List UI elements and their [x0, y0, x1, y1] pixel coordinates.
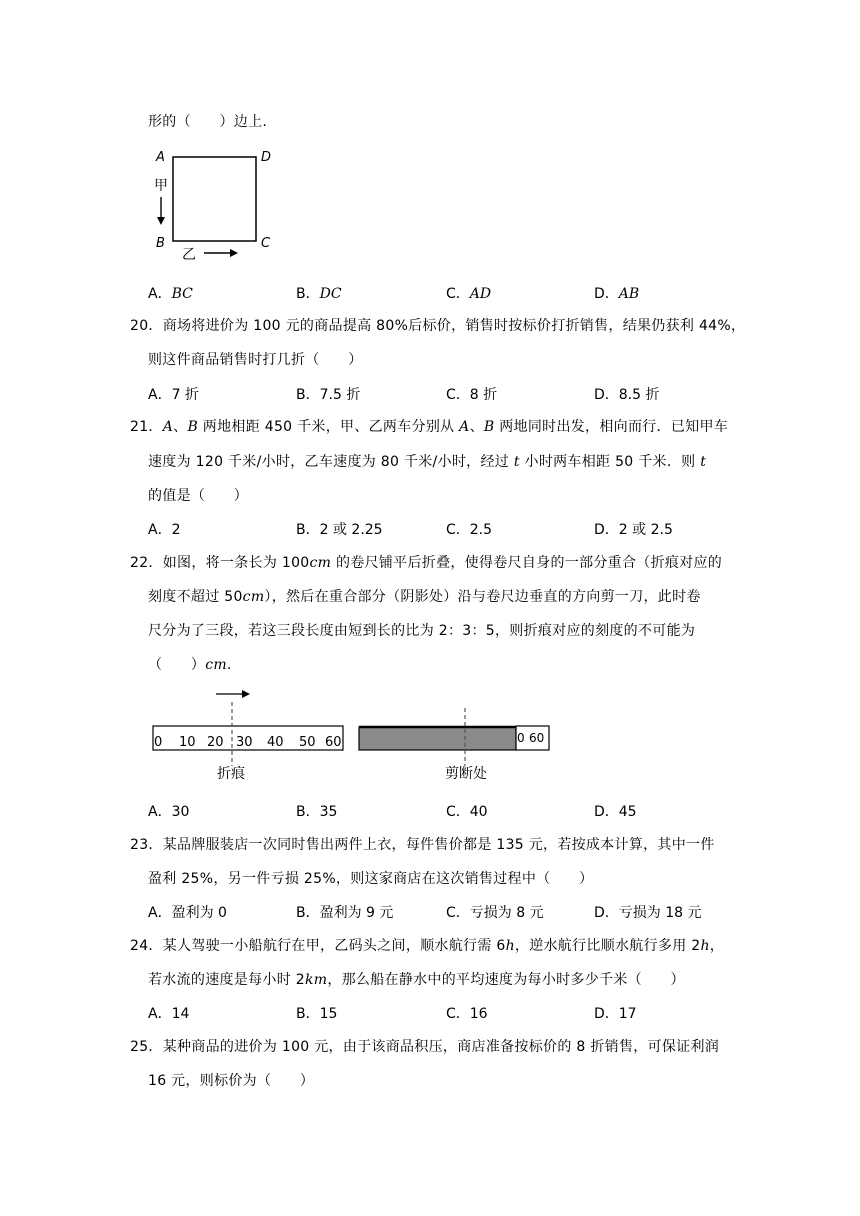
q21-option-d[interactable]: D．2 或 2.5	[594, 522, 673, 538]
q21-option-b[interactable]: B．2 或 2.25	[296, 522, 383, 538]
q24-line-1: 24．某人驾驶一小船航行在甲，乙码头之间，顺水航行需 6h，逆水航行比顺水航行多用 2h，	[130, 938, 725, 954]
q21-option-c[interactable]: C．2.5	[446, 522, 493, 538]
q25-line-2: 16 元，则标价为（ ）	[148, 1073, 315, 1089]
q24-line-2: 若水流的速度是每小时 2km，那么船在静水中的平均速度为每小时多少千米（ ）	[148, 972, 685, 988]
vertex-b-label: B	[156, 236, 165, 251]
fold-label: 折痕	[217, 766, 245, 782]
q22-line-1: 22．如图，将一条长为 100cm 的卷尺铺平后折叠，使得卷尺自身的一部分重合（折痕对应的	[130, 555, 723, 571]
q20-option-c[interactable]: C．8 折	[446, 387, 498, 403]
q19-option-c[interactable]: C．AD	[446, 286, 492, 302]
q24-option-b[interactable]: B．15	[296, 1006, 338, 1022]
q25-line-1: 25．某种商品的进价为 100 元，由于该商品积压，商店准备按标价的 8 折销售，可保证利润	[130, 1039, 720, 1055]
q22-line-3: 尺分为了三段，若这三段长度由短到长的比为 2：3：5，则折痕对应的刻度的不可能为	[148, 623, 696, 639]
tick-0: 0	[154, 735, 163, 750]
q22-option-a[interactable]: A．30	[148, 804, 190, 820]
q20-line-2: 则这件商品销售时打几折（ ）	[148, 352, 363, 368]
right-tick-0: 0	[517, 731, 525, 745]
q23-line-1: 23．某品牌服装店一次同时售出两件上衣，每件售价都是 135 元，若按成本计算，其中一件	[130, 837, 715, 853]
q22-line-4: （ ）cm.	[148, 657, 232, 673]
q19-option-b[interactable]: B．DC	[296, 286, 342, 302]
q23-line-2: 盈利 25%，另一件亏损 25%，则这家商店在这次销售过程中（ ）	[148, 871, 594, 887]
cut-label: 剪断处	[445, 766, 487, 782]
vertex-d-label: D	[261, 150, 272, 165]
q19-square-figure	[150, 145, 280, 265]
q21-option-a[interactable]: A．2	[148, 522, 181, 538]
q23-option-d[interactable]: D．亏损为 18 元	[594, 905, 702, 921]
q21-line-2: 速度为 120 千米/小时，乙车速度为 80 千米/小时，经过 t 小时两车相距 50 千米．则 t	[148, 454, 707, 470]
q22-option-d[interactable]: D．45	[594, 804, 637, 820]
q22-option-c[interactable]: C．40	[446, 804, 488, 820]
q23-option-c[interactable]: C．亏损为 8 元	[446, 905, 544, 921]
tick-40: 40	[267, 735, 284, 750]
right-tick-60: 60	[529, 731, 545, 745]
tick-30: 30	[236, 735, 253, 750]
q20-option-a[interactable]: A．7 折	[148, 387, 199, 403]
shaded-overlap	[359, 727, 516, 750]
tick-50: 50	[299, 735, 316, 750]
tick-20: 20	[207, 735, 224, 750]
q19-option-a[interactable]: A．BC	[148, 286, 193, 302]
q19-option-d[interactable]: D．AB	[594, 286, 640, 302]
q20-line-1: 20．商场将进价为 100 元的商品提高 80%后标价，销售时按标价打折销售，结果仍获利 44%，	[130, 318, 746, 334]
q20-option-d[interactable]: D．8.5 折	[594, 387, 660, 403]
q24-option-d[interactable]: D．17	[594, 1006, 637, 1022]
tick-10: 10	[179, 735, 196, 750]
q21-line-3: 的值是（ ）	[148, 488, 249, 504]
q21-line-1: 21．A、B 两地相距 450 千米，甲、乙两车分别从 A、B 两地同时出发，相向而行．已知甲车	[130, 419, 729, 435]
yi-label: 乙	[182, 247, 196, 263]
vertex-c-label: C	[261, 236, 271, 251]
q22-option-b[interactable]: B．35	[296, 804, 338, 820]
q23-option-b[interactable]: B．盈利为 9 元	[296, 905, 394, 921]
q22-line-2: 刻度不超过 50cm），然后在重合部分（阴影处）沿与卷尺边垂直的方向剪一刀，此时卷	[148, 589, 701, 605]
q23-option-a[interactable]: A．盈利为 0	[148, 905, 227, 921]
q22-tape-figure	[148, 684, 558, 784]
q24-option-a[interactable]: A．14	[148, 1006, 190, 1022]
tick-60: 60	[325, 735, 342, 750]
q20-option-b[interactable]: B．7.5 折	[296, 387, 361, 403]
vertex-a-label: A	[156, 150, 165, 165]
jia-label: 甲	[154, 178, 168, 194]
q24-option-c[interactable]: C．16	[446, 1006, 488, 1022]
q19-tail: 形的（ ）边上.	[148, 114, 268, 130]
